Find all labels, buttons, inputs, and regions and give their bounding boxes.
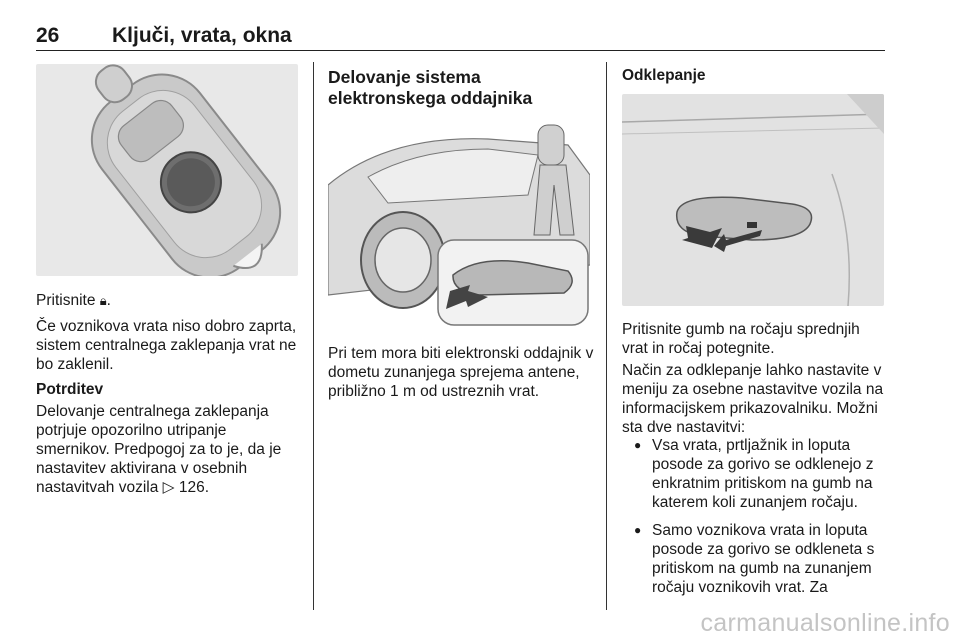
car-door-handle-illustration [328, 115, 590, 327]
confirm-paragraph [36, 402, 304, 497]
list-item: ● Samo voznikova vrata in loputa posode za gorivo se odkleneta s pritiskom na gumb na zunanjem ročaju voznikovih vrat. Za [622, 521, 888, 597]
press-instruction [36, 291, 306, 310]
warning-text: Če voznikova vrata niso dobro zaprta, sistem centralnega zaklepanja vrat ne bo zaklenil. [36, 318, 297, 373]
chapter-title: Ključi, vrata, okna [112, 24, 292, 47]
page-header [36, 24, 885, 51]
key-fob-illustration [36, 64, 298, 276]
confirm-text: Delovanje centralnega zaklepanja potrjuje opozorilno utripanje smernikov. Predpogoj za to je, da je nastavitev aktivirana v osebnih nastavitvah vozila [36, 403, 282, 496]
lock-icon: 🔒︎ [99, 293, 107, 308]
page-number: 26 [36, 24, 60, 47]
watermark: carmanualsonline.info [700, 609, 950, 637]
unlock-text-2: Način za odklepanje lahko nastavite v meniju za osebne nastavitve vozila na informacijskem prikazovalniku. Možni sta dve nastavitvi: [622, 362, 884, 436]
door-handle-unlock-illustration [622, 94, 884, 306]
confirm-heading: Potrditev [36, 381, 104, 398]
column-divider [313, 62, 314, 610]
list-item: ● Vsa vrata, prtljažnik in loputa posode za gorivo se odklenejo z enkratnim pritiskom na gumb na katerem koli zunanjem ročaju. [622, 436, 888, 512]
press-suffix: . [106, 292, 111, 309]
transmitter-text: Pri tem mora biti elektronski oddajnik v dometu zunanjega sprejema antene, približno 1 m od ustreznih vrat. [328, 345, 594, 400]
page-reference-icon: ▷ [162, 479, 175, 496]
unlock-text-1: Pritisnite gumb na ročaju sprednjih vrat in ročaj potegnite. [622, 321, 860, 357]
press-prefix: Pritisnite [36, 292, 100, 309]
column-divider [606, 62, 607, 610]
reference-page: 126. [174, 479, 210, 496]
section-heading-unlocking: Odklepanje [622, 67, 706, 84]
section-heading-transmitter: Delovanje sistema elektronskega oddajnika [328, 67, 533, 108]
unlock-options-list [622, 436, 888, 606]
